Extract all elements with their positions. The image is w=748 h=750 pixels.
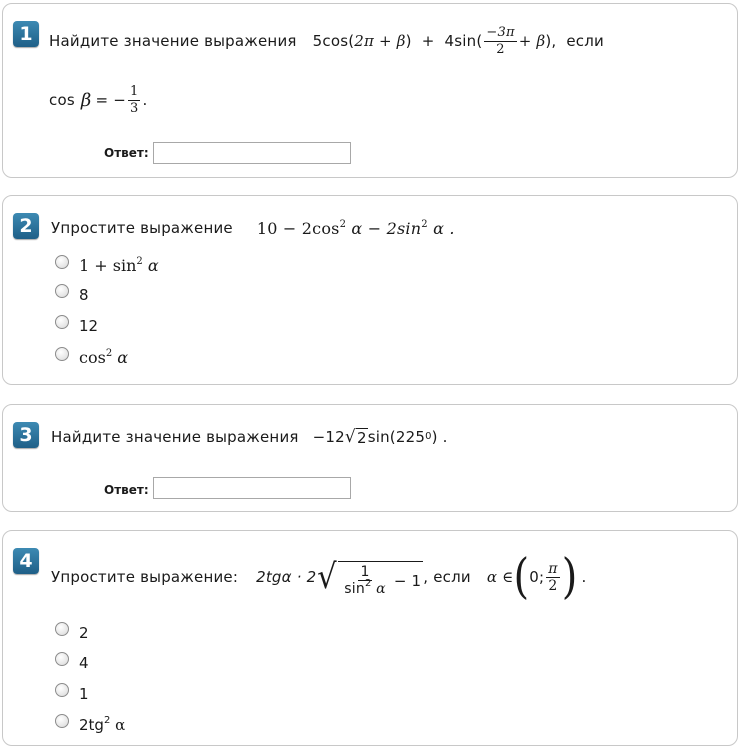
expr-part: 2tgα · 2 xyxy=(256,568,317,586)
expr-part: sin(225 xyxy=(367,428,426,446)
answer-option-2[interactable] xyxy=(55,654,89,672)
fraction-numerator: 1 xyxy=(360,564,370,580)
expr-text: α − 2sin xyxy=(346,218,422,238)
answer-input[interactable] xyxy=(153,477,351,499)
option-label: 12 xyxy=(79,317,99,335)
cond-part: cos xyxy=(49,91,75,109)
option-label: 4 xyxy=(79,654,89,672)
question-condition xyxy=(49,78,147,122)
answer-option-4[interactable] xyxy=(55,348,128,367)
fraction-denominator xyxy=(342,578,388,597)
fraction-numerator: π xyxy=(548,560,558,577)
expr-part: 2π + β xyxy=(354,32,406,50)
answer-option-3[interactable] xyxy=(55,317,98,335)
answer-label: Ответ: xyxy=(104,146,149,160)
question-text xyxy=(49,19,604,63)
question-text xyxy=(51,549,586,605)
question-prompt: Найдите значение выражения xyxy=(49,32,297,50)
sqrt-sign: √ xyxy=(344,427,356,447)
answer-option-2[interactable] xyxy=(55,286,89,304)
expr-part: ) xyxy=(405,32,412,50)
answer-option-1[interactable] xyxy=(55,624,89,642)
question-number-badge: 3 xyxy=(13,422,39,448)
fraction-numerator: −3π xyxy=(486,24,515,40)
expr-sup: 2 xyxy=(339,218,347,230)
sqrt-expr xyxy=(316,557,423,597)
option-text: α xyxy=(142,256,159,275)
radio-button[interactable] xyxy=(55,622,69,636)
question-prompt: Упростите выражение xyxy=(51,219,233,237)
cond-part: . xyxy=(142,91,148,109)
option-label xyxy=(79,348,128,367)
question-text xyxy=(51,216,455,240)
option-sup: 2 xyxy=(136,256,143,267)
radio-button[interactable] xyxy=(55,652,69,666)
question-card-3 xyxy=(2,404,738,512)
radio-button[interactable] xyxy=(55,315,69,329)
radio-button[interactable] xyxy=(55,255,69,269)
answer-option-1[interactable] xyxy=(55,256,159,275)
cond-part: β xyxy=(80,89,92,111)
expr-esli: , если xyxy=(423,568,471,586)
sqrt-body xyxy=(338,561,423,597)
question-card-1 xyxy=(2,3,738,178)
option-label: 1 xyxy=(79,685,89,703)
answer-input[interactable] xyxy=(153,142,351,164)
option-text: α xyxy=(112,348,129,367)
expr-part: 5cos( xyxy=(312,32,355,50)
answer-option-3[interactable] xyxy=(55,685,89,703)
radio-button[interactable] xyxy=(55,714,69,728)
fraction-denominator: 2 xyxy=(496,41,505,57)
fraction-denominator: 3 xyxy=(129,100,139,116)
question-number-badge: 4 xyxy=(13,548,39,574)
expr-sup: 2 xyxy=(421,218,428,230)
sqrt-sign: √ xyxy=(317,557,338,597)
expr-end: . xyxy=(581,568,587,586)
cond-part: = − xyxy=(95,91,126,109)
den-text: sin xyxy=(344,581,365,597)
paren-close: ) xyxy=(561,549,578,605)
expr-part: −12 xyxy=(312,428,345,446)
question-number-badge: 2 xyxy=(13,213,39,239)
option-label: 8 xyxy=(79,286,89,304)
option-text: α xyxy=(110,716,126,734)
option-sup: 2 xyxy=(103,715,111,726)
fraction-denominator: 2 xyxy=(548,577,558,594)
option-text: 1 + sin xyxy=(79,256,137,275)
fraction-numerator: 1 xyxy=(129,83,139,99)
question-text: Найдите значение выражения −12 √ 2 sin(225 0 ) . xyxy=(51,427,448,447)
expr-plus: + xyxy=(421,32,435,50)
option-label xyxy=(79,716,125,734)
expr-part: ) . xyxy=(431,428,448,446)
answer-option-4[interactable] xyxy=(55,716,125,734)
expr-part: − 1 xyxy=(393,571,422,590)
radio-button[interactable] xyxy=(55,284,69,298)
option-text: 2tg xyxy=(79,716,104,734)
option-label: 2 xyxy=(79,624,89,642)
question-prompt: Найдите значение выражения xyxy=(51,428,299,446)
paren-open: ( xyxy=(513,549,530,605)
fraction xyxy=(546,561,559,594)
radio-button[interactable] xyxy=(55,683,69,697)
expr-part: α ∈ xyxy=(486,568,514,586)
expr-part: ), xyxy=(545,32,557,50)
question-number-badge: 1 xyxy=(13,21,39,47)
sqrt-argument: 2 xyxy=(356,429,367,447)
fraction xyxy=(484,25,516,58)
option-sup: 2 xyxy=(105,348,113,359)
answer-label: Ответ: xyxy=(104,483,149,497)
expr-esli: если xyxy=(566,32,604,50)
expr-part xyxy=(257,219,455,238)
question-card-2 xyxy=(2,195,738,385)
radio-button[interactable] xyxy=(55,347,69,361)
question-prompt: Упростите выражение: xyxy=(51,568,239,586)
expr-text: 10 − 2cos xyxy=(256,218,340,238)
den-text: α xyxy=(371,581,386,597)
fraction xyxy=(128,84,140,117)
interval-start: 0; xyxy=(529,568,545,586)
option-text: cos xyxy=(79,348,106,367)
den-sup: 2 xyxy=(364,578,372,589)
expr-part: + β xyxy=(518,32,546,50)
question-card-4 xyxy=(2,530,738,746)
fraction xyxy=(342,564,388,597)
expr-text: α . xyxy=(427,218,455,238)
sqrt-expr xyxy=(345,427,368,447)
option-label xyxy=(79,256,159,275)
expr-part: 4sin( xyxy=(444,32,483,50)
